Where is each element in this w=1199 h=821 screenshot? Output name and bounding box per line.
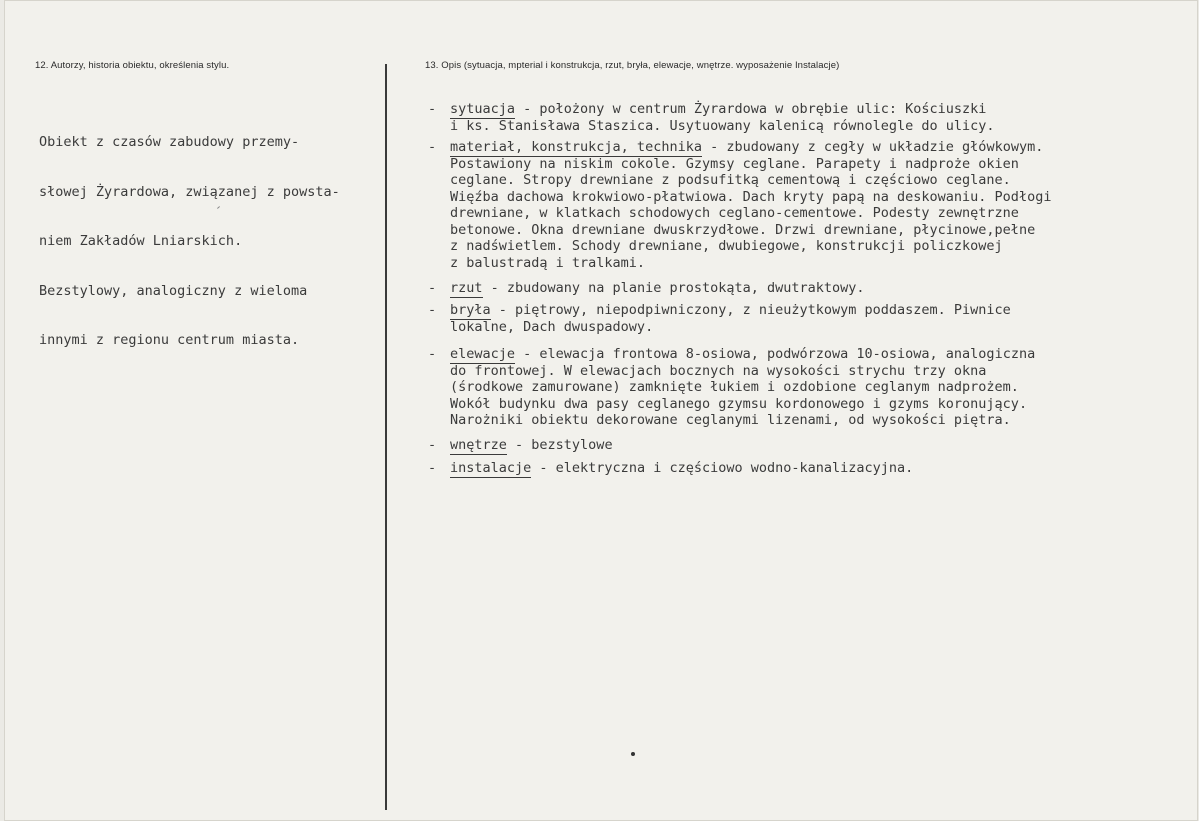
entry-text: lokalne, Dach dwuspadowy. [450, 318, 654, 335]
entry-text: - zbudowany na planie prostokąta, dwutraktowy. [482, 280, 865, 296]
entry-first-line [428, 346, 1035, 363]
description-entry [428, 302, 1011, 335]
bullet-dash: - [428, 302, 437, 318]
entry-continuation [428, 396, 1035, 413]
description-entry [428, 280, 865, 297]
entry-first-line [428, 302, 1011, 319]
entry-term: elewacje [450, 346, 516, 362]
entry-first-line [428, 101, 995, 118]
entry-term: materiał, konstrukcja, technika [450, 139, 702, 155]
entry-continuation [428, 205, 1051, 222]
description-entry [428, 101, 995, 134]
entry-continuation [428, 189, 1051, 206]
entry-text: Więźba dachowa krokwiowo-płatwiowa. Dach kryty papą na deskowaniu. Podłogi [450, 188, 1052, 205]
entry-term: bryła [450, 302, 491, 318]
paper-dot [631, 752, 635, 756]
history-text [39, 101, 340, 365]
entry-continuation [428, 379, 1035, 396]
entry-continuation [428, 319, 1011, 336]
entry-text: Wokół budynku dwa pasy ceglanego gzymsu kordonowego i gzyms koronujący. [450, 395, 1028, 412]
history-line: Bezstylowy, analogiczny z wieloma [39, 282, 308, 299]
history-line: Obiekt z czasów zabudowy przemy- [39, 134, 300, 150]
entry-text: betonowe. Okna drewniane dwuskrzydłowe. Drzwi drewniane, płycinowe,pełne [450, 221, 1036, 238]
bullet-dash: - [428, 139, 437, 155]
entry-text: do frontowej. W elewacjach bocznych na wysokości strychu trzy okna [450, 362, 987, 379]
entry-continuation [428, 412, 1035, 429]
history-line: niem Zakładów Lniarskich. [39, 233, 243, 249]
entry-text: ceglane. Stropy drewniane z podsufitką cementową i częściowo ceglane. [450, 172, 1011, 188]
entry-continuation [428, 222, 1051, 239]
entry-first-line [428, 437, 613, 454]
section-13-header: 13. Opis (sytuacja, mpterial i konstrukcja, rzut, bryła, elewacje, wnętrze. wyposażenie Instalacje) [425, 60, 840, 71]
history-line: słowej Żyrardowa, związanej z powsta- [39, 183, 340, 200]
entry-first-line [428, 280, 865, 297]
entry-term: instalacje [450, 460, 532, 476]
history-line: innymi z regionu centrum miasta. [39, 332, 300, 348]
entry-first-line [428, 460, 913, 477]
entry-term: sytuacja [450, 101, 516, 117]
entry-text: i ks. Stanisława Staszica. Usytuowany kalenicą równolegle do ulicy. [450, 117, 995, 134]
entry-continuation [428, 255, 1051, 272]
entry-text: z nadświetlem. Schody drewniane, dwubiegowe, konstrukcji policzkowej [450, 238, 1003, 254]
bullet-dash: - [428, 460, 437, 476]
entry-text: - zbudowany z cegły w układzie główkowym. [701, 139, 1044, 155]
description-entry [428, 437, 613, 454]
entry-term: wnętrze [450, 437, 507, 453]
entry-text: - elektryczna i częściowo wodno-kanalizacyjna. [531, 460, 914, 476]
description-entry [428, 139, 1051, 271]
entry-text: Postawiony na niskim cokole. Gzymsy ceglane. Parapety i nadproże okien [450, 155, 1019, 172]
entry-continuation [428, 363, 1035, 380]
entry-term: rzut [450, 280, 483, 296]
entry-text: - położony w centrum Żyrardowa w obrębie ulic: Kościuszki [515, 101, 987, 117]
entry-continuation [428, 238, 1051, 255]
entry-text: - elewacja frontowa 8-osiowa, podwórzowa 10-osiowa, analogiczna [515, 346, 1036, 362]
description-entry [428, 460, 913, 477]
entry-continuation [428, 172, 1051, 189]
column-divider [385, 64, 387, 810]
entry-text: - piętrowy, niepodpiwniczony, z nieużytkowym poddaszem. Piwnice [490, 302, 1011, 318]
entry-continuation [428, 118, 995, 135]
section-12-header: 12. Autorzy, historia obiektu, określenia stylu. [35, 60, 230, 71]
bullet-dash: - [428, 437, 437, 453]
entry-first-line [428, 139, 1051, 156]
entry-text: (środkowe zamurowane) zamknięte łukiem i ozdobione ceglanym nadprożem. [450, 379, 1019, 395]
entry-text: Narożniki obiektu dekorowane ceglanymi lizenami, od wysokości piętra. [450, 412, 1011, 428]
description-entry [428, 346, 1035, 429]
entry-text: drewniane, w klatkach schodowych ceglano-cementowe. Podesty zewnętrzne [450, 205, 1019, 221]
entry-text: - bezstylowe [506, 437, 613, 453]
bullet-dash: - [428, 101, 437, 117]
bullet-dash: - [428, 280, 437, 296]
bullet-dash: - [428, 346, 437, 362]
entry-text: z balustradą i tralkami. [450, 254, 646, 271]
entry-continuation [428, 156, 1051, 173]
